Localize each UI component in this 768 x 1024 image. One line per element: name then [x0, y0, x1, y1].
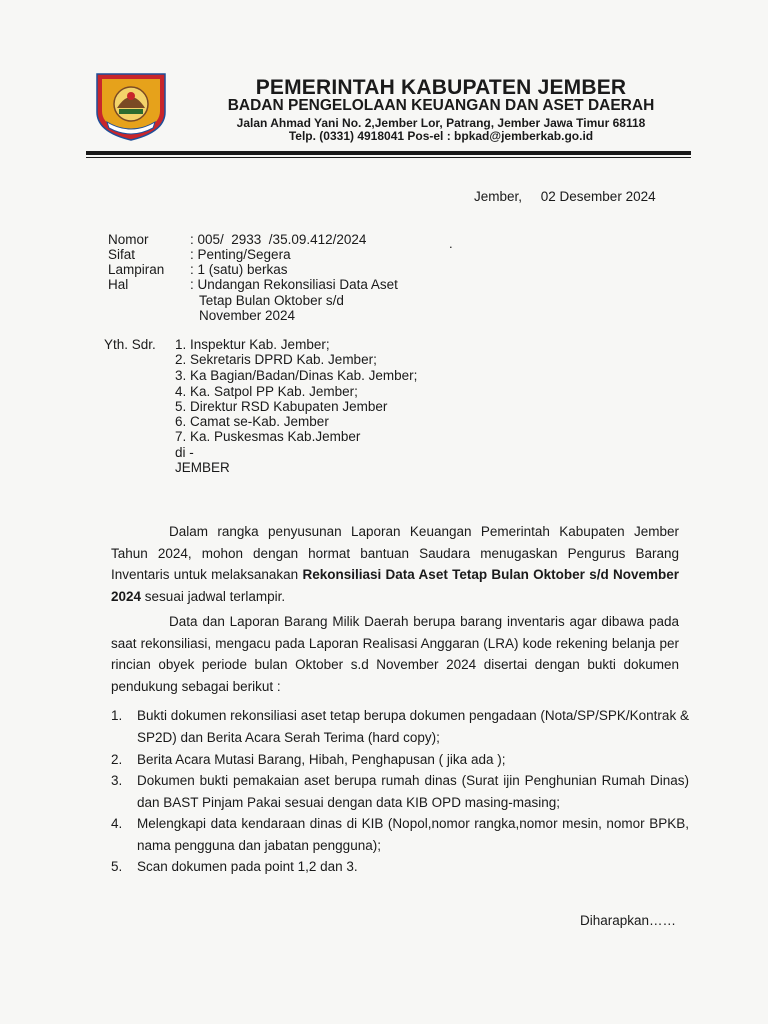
body-paragraph-1: [111, 521, 679, 608]
body-paragraph-2: [111, 611, 679, 698]
addressee-item: 1. Inspektur Kab. Jember;: [175, 337, 330, 352]
paragraph-1-tail: sesuai jadwal terlampir.: [141, 589, 286, 605]
addressee-item: 6. Camat se-Kab. Jember: [175, 414, 329, 429]
list-item-text: Bukti dokumen rekonsiliasi aset tetap berupa dokumen pengadaan (Nota/SP/SPK/Kontrak & SP2D) dan Berita Acara Serah Terima (hard copy);: [137, 708, 689, 745]
list-item-text: Scan dokumen pada point 1,2 dan 3.: [137, 859, 358, 874]
letterhead-address: Jalan Ahmad Yani No. 2,Jember Lor, Patrang, Jember Jawa Timur 68118: [236, 116, 646, 130]
list-item-number: 1.: [111, 708, 123, 723]
addressee-di: di -: [175, 445, 194, 460]
list-item-text: Berita Acara Mutasi Barang, Hibah, Penghapusan ( jika ada );: [137, 751, 506, 767]
document-requirements-list: [111, 705, 689, 878]
list-item: [111, 749, 689, 771]
list-item: [111, 813, 689, 856]
list-item: [111, 856, 689, 878]
place-and-date: Jember, 02 Desember 2024: [474, 189, 656, 204]
meta-lampiran: : 1 (satu) berkas: [190, 262, 288, 277]
closing-text: Diharapkan……: [580, 913, 677, 928]
meta-label-lampiran: Lampiran: [108, 262, 165, 277]
meta-label-nomor: Nomor: [108, 232, 149, 247]
addressee-item: 7. Ka. Puskesmas Kab.Jember: [175, 429, 361, 444]
list-item: [111, 705, 689, 748]
letterhead-government: PEMERINTAH KABUPATEN JEMBER: [255, 76, 627, 99]
list-item: [111, 770, 689, 813]
list-item-text: Melengkapi data kendaraan dinas di KIB (Nopol,nomor rangka,nomor mesin, nomor BPKB, nama pengguna dan jabatan pengguna);: [137, 816, 689, 853]
letterhead-rule-thin: [86, 157, 691, 158]
meta-hal-line3: November 2024: [199, 308, 296, 323]
addressee-city: JEMBER: [175, 460, 230, 475]
paragraph-2-text: Data dan Laporan Barang Milik Daerah berupa barang inventaris agar dibawa pada saat rekonsiliasi, mengacu pada Laporan Realisasi Anggaran (LRA) kode rekening belanja per rincian obyek periode bulan Oktober s.d November 2024 disertai dengan bukti dokumen pendukung sebagai berikut :: [111, 614, 679, 695]
paragraph-1-emphasis: Rekonsiliasi Data Aset Tetap Bulan Oktober s/d November 2024: [111, 567, 680, 605]
addressee-item: 5. Direktur RSD Kabupaten Jember: [175, 399, 388, 414]
stray-dot: .: [449, 236, 453, 251]
meta-sifat: : Penting/Segera: [190, 247, 291, 262]
meta-hal-line1: : Undangan Rekonsiliasi Data Aset: [190, 277, 398, 292]
addressee-item: 4. Ka. Satpol PP Kab. Jember;: [175, 384, 358, 399]
list-item-number: 2.: [111, 751, 123, 767]
jember-regency-logo: [93, 72, 169, 142]
paragraph-1-text: Dalam rangka penyusunan Laporan Keuangan Pemerintah Kabupaten Jember Tahun 2024, mohon dengan hormat bantuan Saudara menugaskan Pengurus Barang Inventaris untuk melaksanakan: [111, 524, 679, 583]
list-item-text: Dokumen bukti pemakaian aset berupa rumah dinas (Surat ijin Penghunian Rumah Dinas) dan BAST Pinjam Pakai sesuai dengan data KIB OPD masing-masing;: [137, 773, 689, 810]
meta-label-hal: Hal: [108, 277, 129, 292]
meta-nomor: : 005/ 2933 /35.09.412/2024: [190, 232, 367, 247]
letterhead-rule-thick: [86, 151, 691, 155]
addressee-item: 3. Ka Bagian/Badan/Dinas Kab. Jember;: [175, 368, 418, 383]
list-item-number: 3.: [111, 773, 123, 788]
list-item-number: 5.: [111, 859, 123, 874]
addressee-item: 2. Sekretaris DPRD Kab. Jember;: [175, 352, 377, 367]
letterhead-agency: BADAN PENGELOLAAN KEUANGAN DAN ASET DAERAH: [227, 97, 655, 114]
meta-hal-line2: Tetap Bulan Oktober s/d: [199, 293, 344, 308]
meta-label-sifat: Sifat: [108, 247, 136, 262]
list-item-number: 4.: [111, 816, 123, 831]
addressee-prefix: Yth. Sdr.: [104, 337, 156, 352]
letterhead-contact: Telp. (0331) 4918041 Pos-el : bpkad@jemberkab.go.id: [288, 129, 594, 143]
